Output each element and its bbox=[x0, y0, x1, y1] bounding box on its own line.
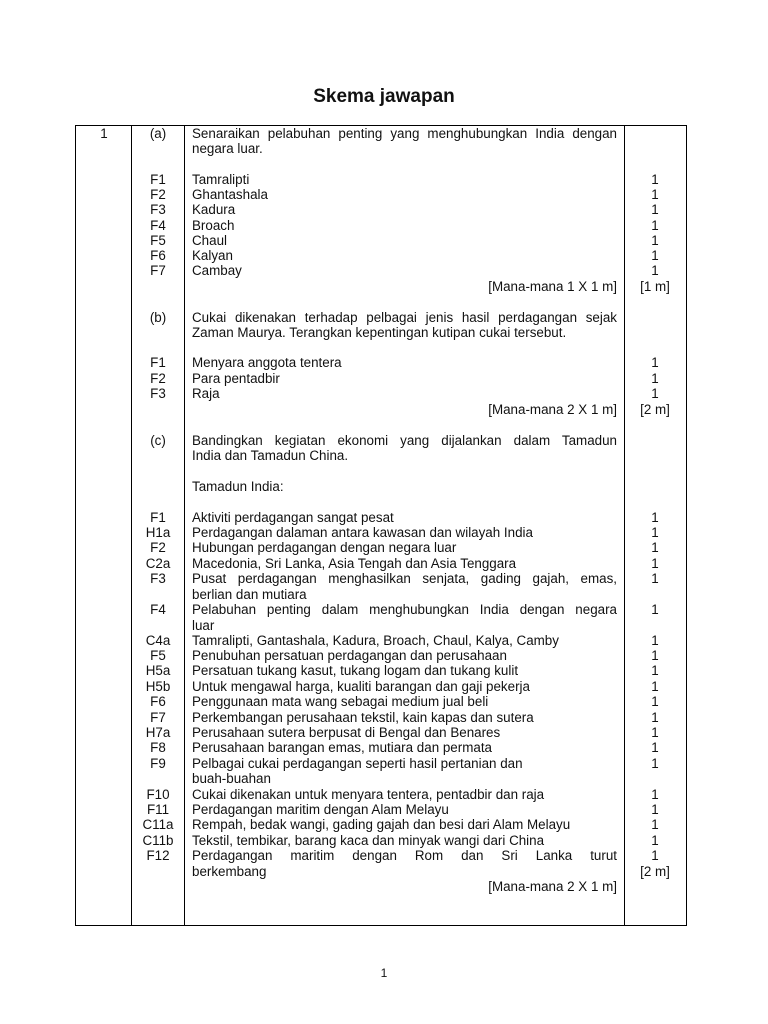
point-label: F11 bbox=[146, 802, 170, 817]
mark-value: 1 bbox=[651, 679, 659, 694]
point-label: F2 bbox=[150, 540, 166, 555]
answer-text: Tekstil, tembikar, barang kaca dan minyak wangi dari China bbox=[192, 833, 545, 848]
answer-text: Perusahaan sutera berpusat di Bengal dan Benares bbox=[192, 725, 501, 740]
mark-value: 1 bbox=[651, 694, 659, 709]
column-divider bbox=[131, 125, 132, 926]
mark-value bbox=[626, 771, 684, 787]
answer-text: Pelbagai cukai perdagangan seperti hasil pertanian dan bbox=[192, 756, 523, 771]
answer-text: Raja bbox=[192, 386, 220, 401]
answer-text: Kadura bbox=[192, 202, 236, 217]
point-label: F6 bbox=[150, 248, 166, 263]
mark-value: 1 bbox=[651, 248, 659, 263]
point-label: C2a bbox=[145, 556, 171, 571]
mark-value: 1 bbox=[651, 386, 659, 401]
mark-value: 1 bbox=[651, 710, 659, 725]
marks-summary: [Mana-mana 2 X 1 m] bbox=[488, 402, 617, 417]
point-label: H1a bbox=[145, 525, 171, 540]
answer-text: luar bbox=[192, 618, 215, 633]
point-label: F1 bbox=[150, 510, 166, 525]
marks-summary: [Mana-mana 1 X 1 m] bbox=[488, 279, 617, 294]
mark-value: 1 bbox=[651, 787, 659, 802]
mark-value: 1 bbox=[651, 556, 659, 571]
mark-value: 1 bbox=[651, 740, 659, 755]
mark-value: 1 bbox=[651, 355, 659, 370]
mark-value: 1 bbox=[651, 648, 659, 663]
point-label: F7 bbox=[150, 263, 166, 278]
point-label: H5a bbox=[145, 663, 171, 678]
marks-summary: [Mana-mana 2 X 1 m] bbox=[488, 879, 617, 894]
point-label bbox=[133, 879, 183, 895]
mark-value: 1 bbox=[651, 848, 659, 863]
page-number: 1 bbox=[380, 966, 388, 980]
mark-value: 1 bbox=[651, 633, 659, 648]
point-label bbox=[133, 771, 183, 787]
point-label: F8 bbox=[150, 740, 166, 755]
answer-text: Perdagangan maritim dengan Rom dan Sri Lanka turut bbox=[192, 848, 617, 863]
point-label: F4 bbox=[150, 218, 166, 233]
answer-text: Pelabuhan penting dalam menghubungkan India dengan negara bbox=[192, 602, 617, 617]
answer-text: Perdagangan dalaman antara kawasan dan wilayah India bbox=[192, 525, 533, 540]
mark-value: 1 bbox=[651, 172, 659, 187]
column-divider bbox=[184, 125, 185, 926]
mark-value: 1 bbox=[651, 263, 659, 278]
answer-text: Cambay bbox=[192, 263, 242, 278]
answer-text: Tamralipti bbox=[192, 172, 250, 187]
point-label: F5 bbox=[150, 233, 166, 248]
mark-value bbox=[626, 879, 684, 895]
point-label: H7a bbox=[145, 725, 171, 740]
answer-text: Hubungan perdagangan dengan negara luar bbox=[192, 540, 457, 555]
mark-value bbox=[626, 325, 684, 341]
answer-text: Cukai dikenakan terhadap pelbagai jenis hasil perdagangan sejak bbox=[192, 310, 617, 325]
answer-text: Penggunaan mata wang sebagai medium jual beli bbox=[192, 694, 489, 709]
point-label bbox=[133, 402, 183, 418]
point-label: F5 bbox=[150, 648, 166, 663]
point-label bbox=[133, 448, 183, 464]
point-label: F9 bbox=[150, 756, 166, 771]
point-label: H5b bbox=[145, 679, 171, 694]
answer-text: Aktiviti perdagangan sangat pesat bbox=[192, 510, 394, 525]
answer-text: Bandingkan kegiatan ekonomi yang dijalankan dalam Tamadun bbox=[192, 433, 617, 448]
mark-value: 1 bbox=[651, 371, 659, 386]
point-label: C4a bbox=[145, 633, 171, 648]
point-label: C11b bbox=[142, 833, 174, 848]
point-label: F4 bbox=[150, 602, 166, 617]
mark-value bbox=[626, 618, 684, 634]
point-label bbox=[133, 618, 183, 634]
answer-text: berkembang bbox=[192, 864, 267, 879]
point-label: (b) bbox=[149, 310, 167, 325]
point-label: (c) bbox=[150, 433, 166, 448]
mark-value bbox=[626, 126, 684, 142]
mark-value bbox=[626, 448, 684, 464]
column-divider bbox=[624, 125, 625, 926]
mark-value: 1 bbox=[651, 756, 659, 771]
answer-text: Untuk mengawal harga, kualiti barangan dan gaji pekerja bbox=[192, 679, 530, 694]
point-label: F7 bbox=[150, 710, 166, 725]
answer-text: Pusat perdagangan menghasilkan senjata, gading gajah, emas, bbox=[192, 571, 617, 586]
point-label: F6 bbox=[150, 694, 166, 709]
mark-value bbox=[626, 479, 684, 495]
point-label: F3 bbox=[150, 386, 166, 401]
point-label: F1 bbox=[150, 355, 166, 370]
point-label: F3 bbox=[150, 202, 166, 217]
mark-value bbox=[626, 587, 684, 603]
mark-value: 1 bbox=[651, 525, 659, 540]
point-label bbox=[133, 279, 183, 295]
answer-text: Macedonia, Sri Lanka, Asia Tengah dan Asia Tenggara bbox=[192, 556, 517, 571]
point-label: F10 bbox=[146, 787, 170, 802]
answer-text: Broach bbox=[192, 218, 235, 233]
answer-text: Chaul bbox=[192, 233, 227, 248]
question-number: 1 bbox=[100, 126, 108, 141]
answer-text: Kalyan bbox=[192, 248, 233, 263]
mark-value: [2 m] bbox=[640, 864, 670, 879]
answer-text: Perusahaan barangan emas, mutiara dan permata bbox=[192, 740, 492, 755]
mark-value bbox=[626, 433, 684, 449]
answer-text: negara luar. bbox=[192, 141, 263, 156]
point-label: F2 bbox=[150, 187, 166, 202]
mark-value: 1 bbox=[651, 187, 659, 202]
answer-text: Zaman Maurya. Terangkan kepentingan kutipan cukai tersebut. bbox=[192, 325, 567, 340]
answer-text: Perkembangan perusahaan tekstil, kain kapas dan sutera bbox=[192, 710, 534, 725]
mark-value: 1 bbox=[651, 663, 659, 678]
mark-value: [2 m] bbox=[640, 402, 670, 417]
point-label bbox=[133, 864, 183, 880]
page-title: Skema jawapan bbox=[313, 86, 455, 107]
mark-value: 1 bbox=[651, 540, 659, 555]
point-label: F1 bbox=[150, 172, 166, 187]
answer-text: Tamadun India: bbox=[192, 479, 284, 494]
answer-text: buah-buahan bbox=[192, 771, 271, 786]
answer-text: berlian dan mutiara bbox=[192, 587, 307, 602]
point-label bbox=[133, 587, 183, 603]
point-label: C11a bbox=[142, 817, 174, 832]
mark-value: 1 bbox=[651, 218, 659, 233]
answer-text: Menyara anggota tentera bbox=[192, 355, 342, 370]
answer-text: Senaraikan pelabuhan penting yang menghubungkan India dengan bbox=[192, 126, 617, 141]
point-label bbox=[133, 141, 183, 157]
point-label: F12 bbox=[146, 848, 170, 863]
mark-value: 1 bbox=[651, 202, 659, 217]
answer-text: Persatuan tukang kasut, tukang logam dan tukang kulit bbox=[192, 663, 519, 678]
mark-value: 1 bbox=[651, 725, 659, 740]
mark-value: 1 bbox=[651, 833, 659, 848]
answer-text: Ghantashala bbox=[192, 187, 268, 202]
answer-text: India dan Tamadun China. bbox=[192, 448, 349, 463]
answer-text: Tamralipti, Gantashala, Kadura, Broach, Chaul, Kalya, Camby bbox=[192, 633, 559, 648]
point-label bbox=[133, 325, 183, 341]
point-label: F3 bbox=[150, 571, 166, 586]
point-label: (a) bbox=[149, 126, 167, 141]
point-label: F2 bbox=[150, 371, 166, 386]
answer-text: Perdagangan maritim dengan Alam Melayu bbox=[192, 802, 449, 817]
mark-value: 1 bbox=[651, 802, 659, 817]
mark-value bbox=[626, 141, 684, 157]
answer-text: Para pentadbir bbox=[192, 371, 280, 386]
mark-value: 1 bbox=[651, 602, 659, 617]
answer-text: Cukai dikenakan untuk menyara tentera, pentadbir dan raja bbox=[192, 787, 545, 802]
mark-value: 1 bbox=[651, 510, 659, 525]
mark-value: 1 bbox=[651, 817, 659, 832]
mark-value bbox=[626, 310, 684, 326]
answer-text: Penubuhan persatuan perdagangan dan perusahaan bbox=[192, 648, 507, 663]
mark-value: [1 m] bbox=[640, 279, 670, 294]
answer-text: Rempah, bedak wangi, gading gajah dan besi dari Alam Melayu bbox=[192, 817, 571, 832]
point-label bbox=[133, 479, 183, 495]
mark-value: 1 bbox=[651, 233, 659, 248]
mark-value: 1 bbox=[651, 571, 659, 586]
